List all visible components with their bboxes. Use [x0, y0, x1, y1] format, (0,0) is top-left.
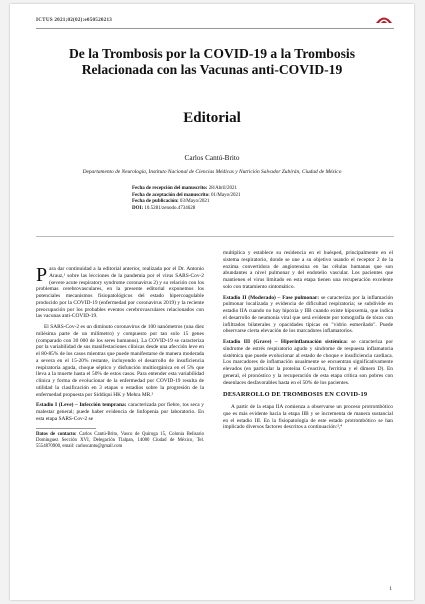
drop-cap: P	[36, 264, 48, 286]
journal-logo-icon	[374, 14, 394, 24]
section-heading-thrombosis: DESARROLLO DE TROMBOSIS EN COVID-19	[223, 391, 368, 399]
paragraph-thrombosis: A partir de la etapa IIA comienza a observarse un proceso protrombótico que es más evidente hacia la etapa IIB y se incrementa de manera sustancial en el estadio III. En la fisiopatología de este estado protrombótico se han implicado diversos factores descritos a continuación:³,⁴	[223, 404, 393, 431]
journal-reference: ICTUS 2021;02(02):e050520213	[36, 17, 113, 23]
paragraph-stage-3: Estadio III (Grave) – Hiperinflamación sistémica: se caracteriza por síndrome de estrés respiratorio agudo y síndrome de respuesta inflamatoria sistémica que puede evolucionar al estado de choque e insuficiencia cardiaca. Los marcadores de inflamación usualmente se encuentran significativamente elevados (en particular la proteína C-reactiva, ferritina y el dímero D). En general, el pronóstico y la recuperación de esta etapa crítica son pobres con desenlaces desfavorables hasta en el 50% de los pacientes.	[223, 339, 393, 386]
article-author: Carlos Cantú-Brito	[184, 154, 240, 162]
page-number: 1	[389, 586, 392, 592]
date-received: Fecha de recepción del manuscrito: 28/Abril/2021	[132, 186, 238, 191]
date-published: Fecha de publicación: 03/Mayo/2021	[132, 199, 210, 204]
manuscript-dates	[132, 186, 240, 212]
paragraph-intro: Para dar continuidad a la editorial anterior, realizada por el Dr. Antonio Arauz,¹ sobre las lecciones de la pandemia por el virus SARS-Cov-2 (severe acute respiratory syndrome coronavirus 2) y su relación con los problemas cerebrovasculares, en la presente editorial exponemos los potenciales mecanismos fisiopatológicos del estado hipercoagulable producido por la COVID-19 (enfermedad por coronavirus 2019) y la reciente preocupación por los probables eventos cerebrovasculares relacionados con las vacunas anti-COVID-19.	[36, 264, 204, 320]
stage-1-heading: Estadio I (Leve) – Infección temprana:	[36, 402, 127, 409]
article-title: De la Trombosis por la COVID-19 a la Trombosis Relacionada con las Vacunas anti-COVID-19	[68, 46, 355, 77]
left-column	[36, 266, 204, 454]
page-header	[36, 14, 394, 28]
paragraph-virus: El SARS-Cov-2 es un diminuto coronavirus de 100 nanómetros (una diez milésima parte de un milímetro) y compuesto por tan solo 15 genes (comparado con 30 000 de los seres humanos). La COVID-19 se caracteriza por la variabilidad de sus manifestaciones clínicas desde una afección leve en el 80-85% de los casos mientras que puede manifestarse de manera moderada a severa en el 15-20% restante, incluyendo el desarrollo de insuficiencia respiratoria aguda, choque séptico y disfunción multiorgánica en el 5% que lleva a la muerte hasta el 50% de estos casos. Para entender esta variabilidad clínica y forma de evolucionar de la enfermedad por COVID-19 resulta de utilidad la clasificación en 3 etapas o estadios sobre la progresión de la enfermedad propuesta por Siddiqui HK y Mehra MR.²	[36, 324, 204, 398]
stage-2-heading: Estadio II (Moderado) – Fase pulmonar:	[223, 294, 320, 301]
author-affiliation: Departamento de Neurología, Instituto Nacional de Ciencias Médicas y Nutrición Salvador Zubirán, Ciudad de México	[82, 169, 342, 175]
date-accepted: Fecha de aceptación del manuscrito: 01/Mayo/2021	[132, 192, 241, 198]
article-page	[10, 4, 414, 600]
paragraph-stage-1-cont: multiplica y establece su residencia en el huésped, principalmente en el sistema respiratorio, donde se une a su objetivo usando el receptor 2 de la enzima convertidora de angiotensina en las células humanas que son abundantes a nivel pulmonar y del endotelio vascular. Los pacientes que mantienen el virus limitado en esta etapa tienen una recuperación excelente solo con tratamiento sintomático.	[223, 250, 393, 290]
front-matter-divider	[36, 236, 394, 237]
stage-3-heading: Estadio III (Grave) – Hiperinflamación sistémica:	[223, 339, 348, 345]
article-section: Editorial	[183, 110, 241, 126]
header-divider	[36, 28, 394, 29]
paragraph-stage-2: Estadio II (Moderado) – Fase pulmonar: se caracteriza por la inflamación pulmonar localizada y evidencia de dificultad respiratoria; se subdivide en estadio IIA cuando no hay hipoxia y IIB cuando existe hipoxemia, que indica el desarrollo de neumonía viral que será evidente por tomografía de tórax con infiltrados bilaterales y opacidades típicas en "vidrio esmerilado". Puede observarse cierta elevación de los marcadores inflamatorios.	[223, 294, 394, 335]
footnote-divider	[36, 428, 96, 429]
paragraph-stage-1: Estadio I (Leve) – Infección temprana: caracterizada por fiebre, tos seca y malestar general; puede haber evidencia de linfopenia por laboratorio. En esta etapa SARS-Cov-2 se	[36, 402, 204, 422]
right-column	[223, 250, 393, 435]
contact-details: Datos de contacto: Carlos Cantú-Brito, Vasco de Quiroga 15, Colonia Belisario Domínguez Sección XVI, Delegación Tlalpan, 14080 Ciudad de México, Tel. 5554870900, email: carloscantu@gmail.com	[36, 431, 204, 449]
doi[interactable]: DOI: 10.5281/zenodo.4734628	[132, 205, 196, 211]
